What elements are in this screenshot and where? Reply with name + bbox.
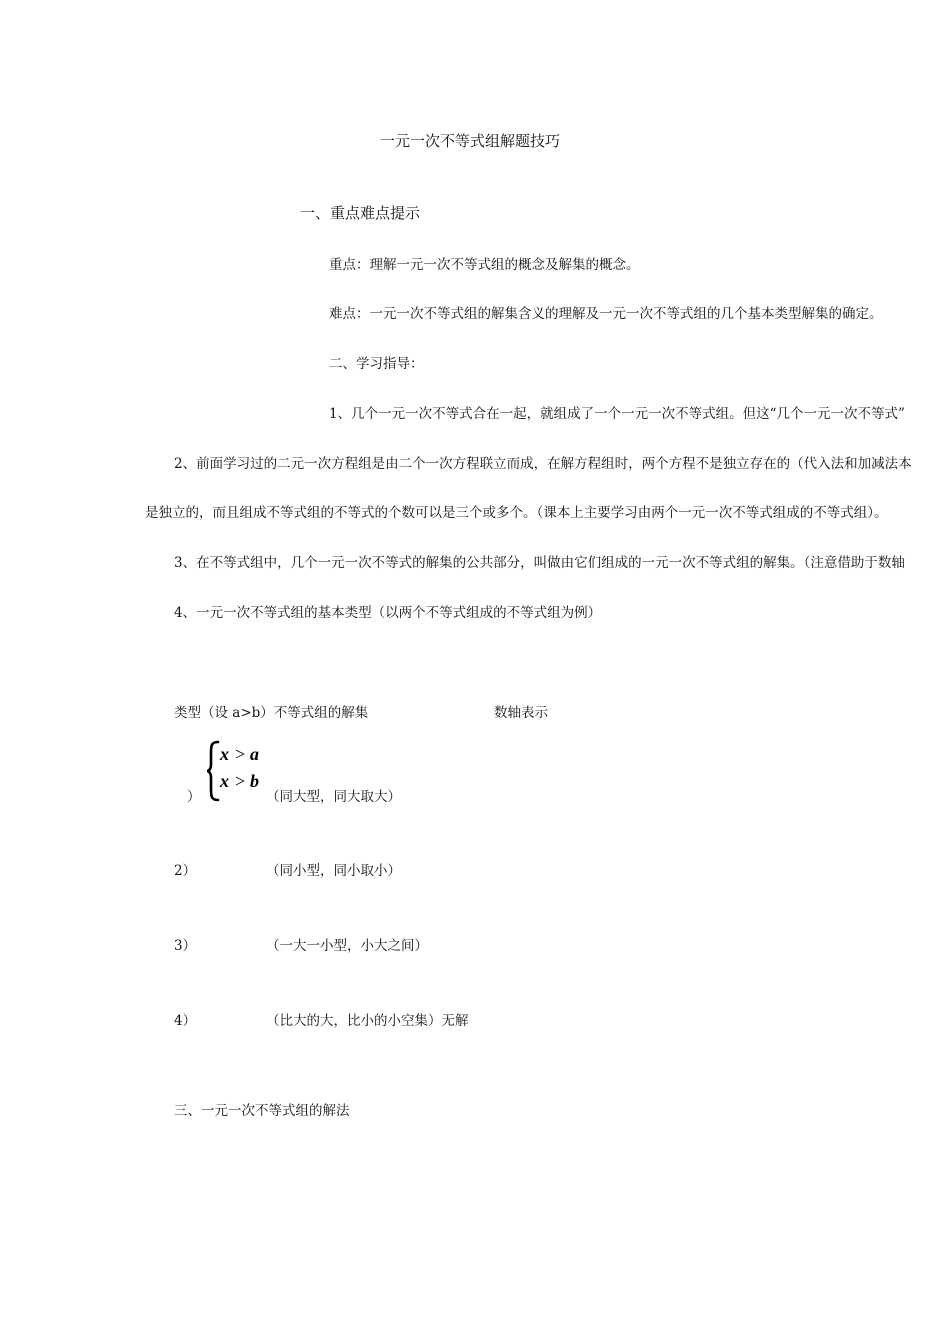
left-brace [207,742,218,800]
guide-paragraph-4: 4、一元一次不等式组的基本类型（以两个不等式组成的不等式组为例） [174,605,602,621]
type-row-1-description: （同大型，同大取大） [266,789,401,805]
difficulty-text: 难点：一元一次不等式组的解集含义的理解及一元一次不等式组的几个基本类型解集的确定。 [329,306,883,322]
document-title: 一元一次不等式组解题技巧 [380,132,561,150]
types-header-label: 类型（设 a>b）不等式组的解集 [174,705,369,721]
number-axis-header-label: 数轴表示 [494,705,548,721]
type-row-3-description: （一大一小型，小大之间） [266,938,428,954]
guide-paragraph-2-line-2: 是独立的，而且组成不等式组的不等式的个数可以是三个或多个。（课本上主要学习由两个一元一次不等式组成的不等式组）。 [145,505,888,521]
formula-line2-rhs: b [250,771,259,791]
key-point-text: 重点：理解一元一次不等式组的概念及解集的概念。 [329,257,640,273]
formula-line2-op: > [235,771,246,791]
formula-line1-var: x [220,744,229,764]
type-row-4-description: （比大的大，比小的小空集）无解 [266,1013,469,1029]
section-heading-solution-method: 三、一元一次不等式组的解法 [174,1103,350,1119]
guide-paragraph-2-line-1: 2、前面学习过的二元一次方程组是由二个一次方程联立而成，在解方程组时，两个方程不是独立存在的（代入法和加减法本 [174,456,912,472]
section-heading-key-points: 一、重点难点提示 [300,204,421,222]
formula-line1-rhs: a [250,744,259,764]
type-row-1-number: ） [187,789,201,805]
section-heading-study-guide: 二、学习指导： [329,356,424,372]
guide-paragraph-1: 1、几个一元一次不等式合在一起，就组成了一个一元一次不等式组。但这“几个一元一次不等式” [329,406,905,422]
formula-line2-var: x [220,771,229,791]
formula-line1-op: > [235,744,246,764]
type-row-3-number: 3） [174,938,197,954]
type-row-4-number: 4） [174,1013,197,1029]
type-row-2-number: 2） [174,863,197,879]
guide-paragraph-3: 3、在不等式组中，几个一元一次不等式的解集的公共部分，叫做由它们组成的一元一次不等式组的解集。（注意借助于数轴 [174,555,905,571]
type-row-2-description: （同小型，同小取小） [266,863,401,879]
inequality-system-formula [206,740,268,802]
